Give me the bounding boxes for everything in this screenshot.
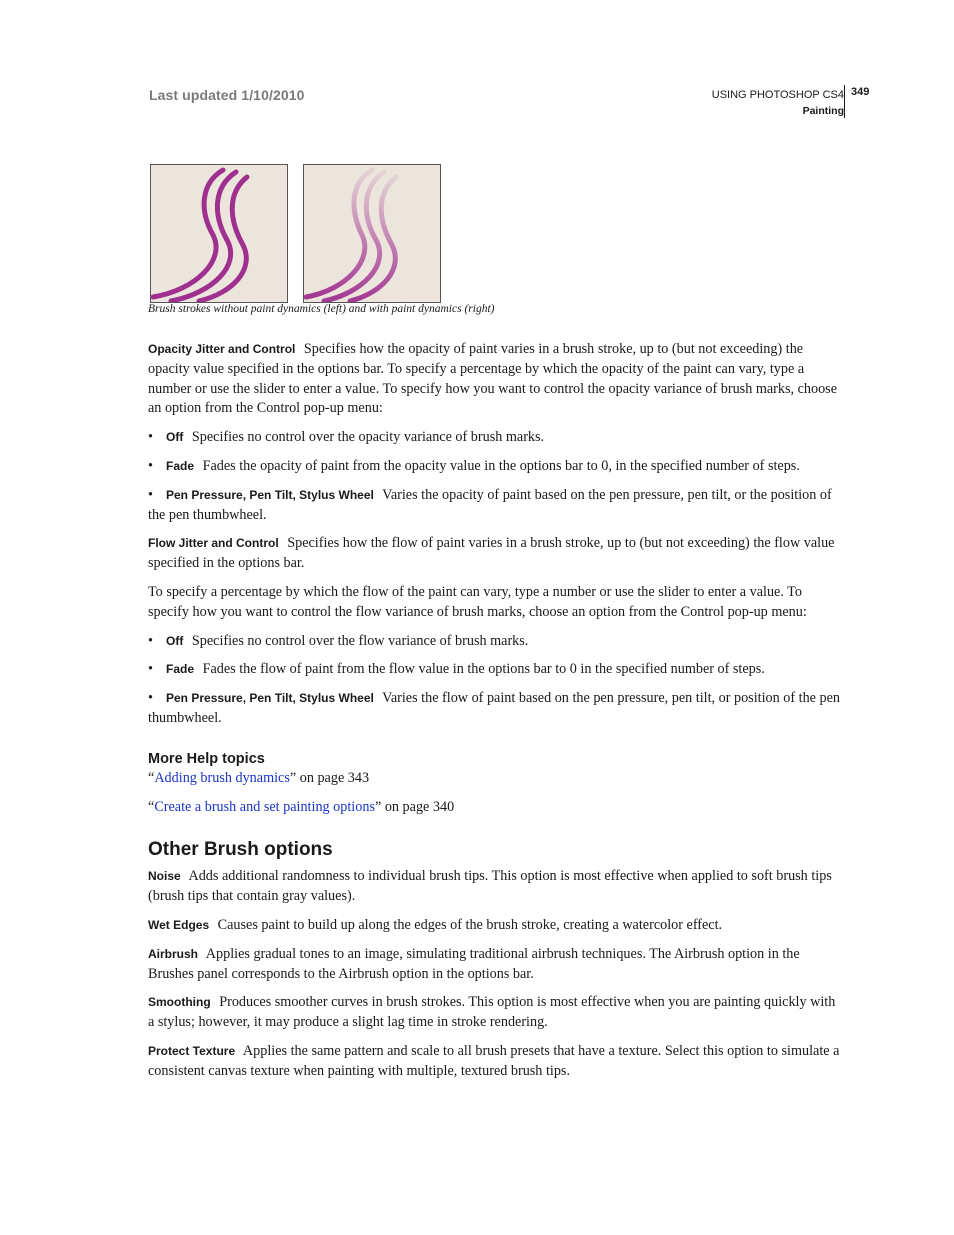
quote-mark: “ xyxy=(148,769,155,786)
page-reference: ” on page 340 xyxy=(374,798,455,815)
paragraph-text: Applies gradual tones to an image, simulating traditional airbrush techniques. The Airbrush option in the Brushes panel corresponds to the Airbrush option in the options bar. xyxy=(148,945,800,982)
page-number: 349 xyxy=(851,86,870,98)
more-help-heading: More Help topics xyxy=(148,750,265,767)
option-smoothing xyxy=(148,993,840,1033)
link-adding-brush-dynamics[interactable]: Adding brush dynamics xyxy=(154,769,290,786)
list-item xyxy=(148,660,840,680)
bullet-icon: • xyxy=(148,690,153,707)
quote-mark: “ xyxy=(148,798,155,815)
header-running-title xyxy=(712,87,844,119)
page-reference: ” on page 343 xyxy=(289,769,370,786)
bullet-icon: • xyxy=(148,429,153,446)
paragraph-text: Fades the flow of paint from the flow value in the options bar to 0 in the specified number of steps. xyxy=(202,661,765,678)
term-label: Fade xyxy=(166,458,195,473)
paragraph-text: Specifies no control over the opacity variance of brush marks. xyxy=(191,429,545,446)
term-label: Protect Texture xyxy=(148,1043,236,1058)
figure-caption: Brush strokes without paint dynamics (left) and with paint dynamics (right) xyxy=(148,303,495,315)
term-label: Pen Pressure, Pen Tilt, Stylus Wheel xyxy=(166,691,374,706)
figure-right-brush-strokes xyxy=(303,164,441,303)
paragraph-text: Varies the opacity of paint based on the pen pressure, pen tilt, or the position of the pen thumbwheel. xyxy=(148,486,832,523)
bullet-icon: • xyxy=(148,661,153,678)
list-item xyxy=(148,486,840,526)
flow-instructions-paragraph: To specify a percentage by which the flow of the paint can vary, type a number or use the slider to enter a value. To specify how you want to control the flow variance of brush marks, choose an option from the Control pop-up menu: xyxy=(148,583,807,620)
bullet-icon: • xyxy=(148,632,153,649)
term-label: Off xyxy=(166,430,184,445)
list-item xyxy=(148,428,840,448)
other-brush-options-heading: Other Brush options xyxy=(148,839,333,861)
term-label: Opacity Jitter and Control xyxy=(148,342,296,356)
paragraph-text: Fades the opacity of paint from the opacity value in the options bar to 0, in the specified number of steps. xyxy=(202,457,800,474)
term-label: Pen Pressure, Pen Tilt, Stylus Wheel xyxy=(166,487,374,502)
term-label: Flow Jitter and Control xyxy=(148,536,279,551)
term-label: Off xyxy=(166,633,184,648)
help-link-item xyxy=(148,798,840,818)
paragraph-text: Applies the same pattern and scale to all brush presets that have a texture. Select this option to simulate a consistent canvas texture when painting with multiple, textured brush tips. xyxy=(148,1042,840,1079)
opacity-jitter-paragraph xyxy=(148,340,840,419)
paragraph-text: Specifies no control over the flow variance of brush marks. xyxy=(191,632,529,649)
help-link-item xyxy=(148,769,840,789)
book-title: USING PHOTOSHOP CS4 xyxy=(711,89,844,101)
paragraph-text: Specifies how the opacity of paint varies in a brush stroke, up to (but not exceeding) the opacity value specified in the options bar. To specify a percentage by which the opacity of the paint can vary, type a number or use the slider to enter a value. To specify how you want to control the opacity variance of brush marks, choose an option from the Control pop-up menu: xyxy=(148,341,838,417)
flow-jitter-paragraph xyxy=(148,534,840,574)
paragraph-text: Adds additional randomness to individual brush tips. This option is most effective when applied to soft brush tips (brush tips that contain gray values). xyxy=(148,868,832,905)
main-content xyxy=(148,340,840,1091)
term-label: Noise xyxy=(148,869,181,884)
option-wet-edges xyxy=(148,916,840,936)
option-noise xyxy=(148,867,840,907)
paragraph-text: Varies the flow of paint based on the pen pressure, pen tilt, or position of the pen thumbwheel. xyxy=(148,690,840,726)
figure-left-brush-strokes xyxy=(150,164,288,303)
term-label: Smoothing xyxy=(148,995,211,1010)
link-create-brush[interactable]: Create a brush and set painting options xyxy=(154,798,375,815)
header-divider xyxy=(844,85,845,118)
list-item xyxy=(148,457,840,477)
paragraph-text: Specifies how the flow of paint varies in a brush stroke, up to (but not exceeding) the flow value specified in the options bar. xyxy=(148,535,835,572)
term-label: Airbrush xyxy=(148,946,199,961)
header-last-updated: Last updated 1/10/2010 xyxy=(149,87,305,103)
option-airbrush xyxy=(148,945,840,985)
paragraph-text: Causes paint to build up along the edges of the brush stroke, creating a watercolor effect. xyxy=(217,916,723,933)
bullet-icon: • xyxy=(148,457,153,474)
paragraph-text: Produces smoother curves in brush strokes. This option is most effective when you are painting quickly with a stylus; however, it may produce a slight lag time in stroke rendering. xyxy=(148,994,836,1031)
list-item xyxy=(148,689,840,729)
term-label: Wet Edges xyxy=(148,917,210,932)
term-label: Fade xyxy=(166,662,195,677)
option-protect-texture xyxy=(148,1042,840,1082)
list-item xyxy=(148,632,840,652)
bullet-icon: • xyxy=(148,486,153,503)
section-name: Painting xyxy=(802,105,844,117)
